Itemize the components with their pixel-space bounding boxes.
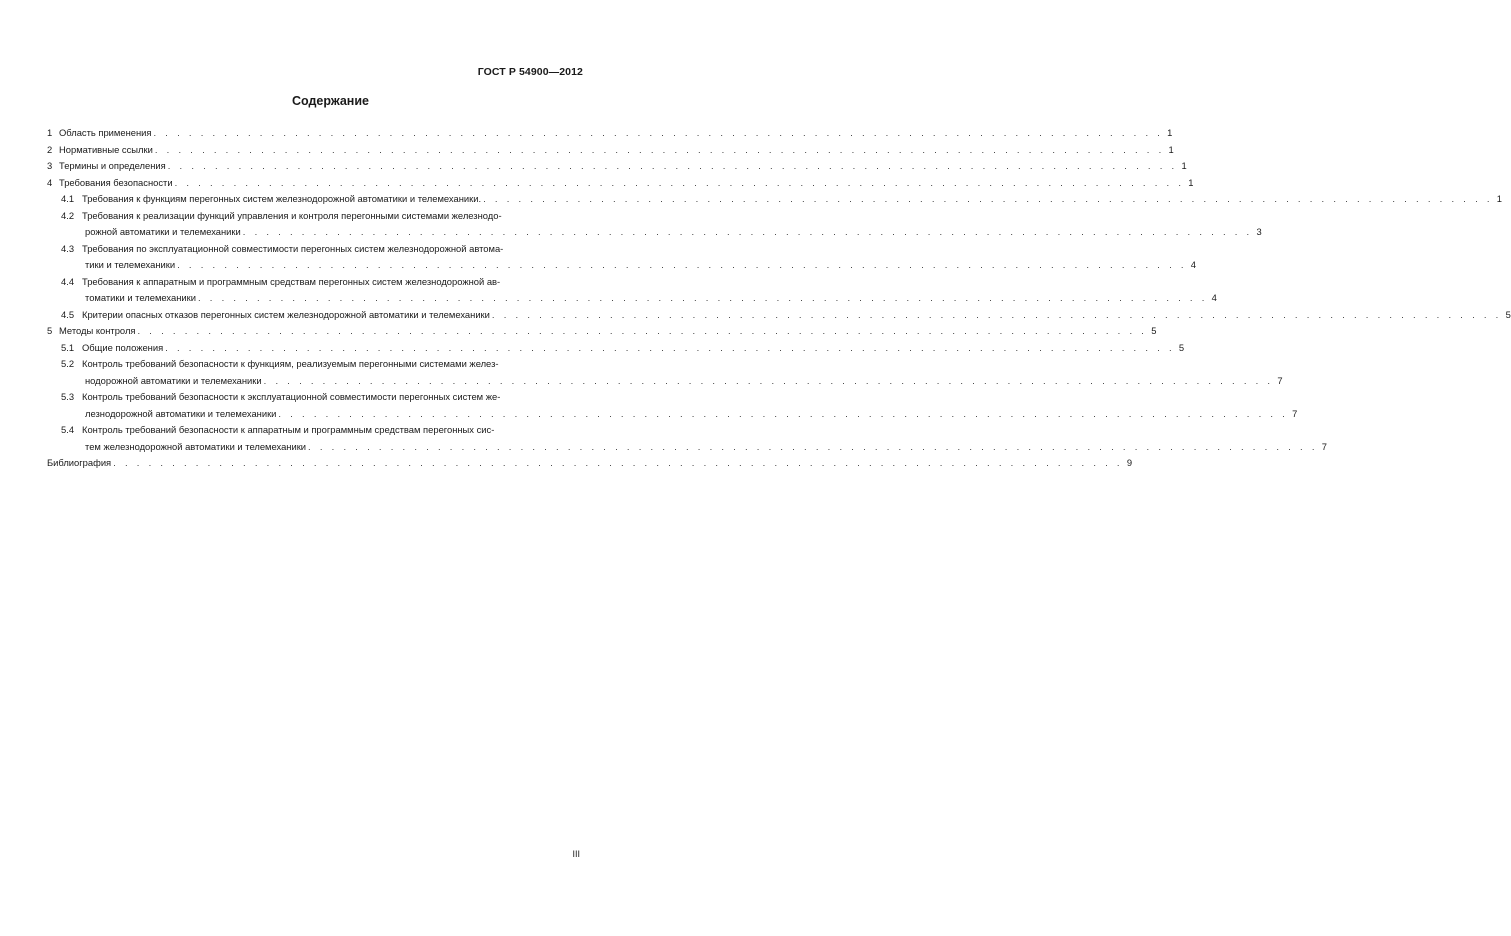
toc-leader-dots: . . . . . . . . . . . . . . . . . . . . . . . . . . . . . . . . . . . . . . . . . . . . . . . . . . . . . . . . . . . . . . . . . . . . . . . . . . . . . . . . . . . . . . [174, 176, 1185, 188]
page-number: III [572, 849, 580, 859]
toc-entry-title: Требования к реализации функций управления и контроля перегонными системами железнодо- [82, 209, 502, 221]
toc-entry-line [47, 142, 1174, 159]
toc-entry[interactable] [47, 208, 1262, 241]
toc-entry-line [61, 257, 1197, 274]
toc-leader-dots: . . . . . . . . . . . . . . . . . . . . . . . . . . . . . . . . . . . . . . . . . . . . . . . . . . . . . . . . . . . . . . . . . . . . . . . . . . . . . . . . . . . . . . [153, 127, 1164, 138]
table-of-contents [47, 125, 1511, 472]
toc-entry[interactable] [47, 323, 1157, 340]
toc-leader-dots: . . . . . . . . . . . . . . . . . . . . . . . . . . . . . . . . . . . . . . . . . . . . . . . . . . . . . . . . . . . . . . . . . . . . . . . . . . . . . . . . . . . . . . [197, 292, 1208, 303]
toc-entry-line [61, 191, 1503, 208]
toc-page-number: 1 [1181, 160, 1187, 171]
toc-entry-line [47, 158, 1187, 175]
toc-page-number: 5 [1151, 325, 1157, 336]
toc-entry-number: 4.5 [61, 308, 75, 320]
toc-entry-line [61, 389, 583, 406]
toc-entry-line [61, 241, 583, 258]
toc-leader-dots: . . . . . . . . . . . . . . . . . . . . . . . . . . . . . . . . . . . . . . . . . . . . . . . . . . . . . . . . . . . . . . . . . . . . . . . . . . . . . . . . . . . . . . [491, 308, 1502, 320]
toc-entry-line [61, 208, 583, 225]
toc-leader-dots: . . . . . . . . . . . . . . . . . . . . . . . . . . . . . . . . . . . . . . . . . . . . . . . . . . . . . . . . . . . . . . . . . . . . . . . . . . . . . . . . . . . . . . [483, 193, 1493, 204]
toc-leader-dots: . . . . . . . . . . . . . . . . . . . . . . . . . . . . . . . . . . . . . . . . . . . . . . . . . . . . . . . . . . . . . . . . . . . . . . . . . . . . . . . . . . . . . . [242, 226, 1253, 237]
toc-entry-title: Критерии опасных отказов перегонных систем железнодорожной автоматики и телемеханики [82, 308, 490, 320]
toc-leader-dots: . . . . . . . . . . . . . . . . . . . . . . . . . . . . . . . . . . . . . . . . . . . . . . . . . . . . . . . . . . . . . . . . . . . . . . . . . . . . . . . . . . . . . . [308, 440, 1318, 452]
toc-leader-dots: . . . . . . . . . . . . . . . . . . . . . . . . . . . . . . . . . . . . . . . . . . . . . . . . . . . . . . . . . . . . . . . . . . . . . . . . . . . . . . . . . . . . . . [263, 374, 1274, 386]
toc-entry-line [61, 406, 1298, 423]
toc-entry-title: Контроль требований безопасности к аппаратным и программным средствам перегонных сис- [82, 424, 495, 435]
toc-entry-line [61, 422, 583, 439]
toc-entry-line [47, 125, 1173, 142]
toc-page-number: 5 [1178, 341, 1185, 353]
toc-entry-title: Требования по эксплуатационной совместимости перегонных систем железнодорожной автома- [82, 242, 504, 254]
toc-entry-number: 5.3 [61, 391, 75, 402]
toc-page-number: 3 [1256, 226, 1262, 237]
toc-leader-dots: . . . . . . . . . . . . . . . . . . . . . . . . . . . . . . . . . . . . . . . . . . . . . . . . . . . . . . . . . . . . . . . . . . . . . . . . . . . . . . . . . . . . . . [137, 325, 1148, 336]
toc-page-number: 9 [1126, 457, 1133, 468]
toc-entry-number: 4.2 [61, 209, 75, 221]
toc-entry[interactable] [47, 455, 1133, 472]
page-title: Содержание [291, 94, 369, 108]
toc-entry-line [61, 340, 1185, 357]
toc-entry-line [61, 290, 1217, 307]
toc-entry-title: тики и телемеханики [85, 259, 176, 270]
toc-page-number: 1 [1496, 193, 1503, 204]
toc-entry-title: Термины и определения [59, 160, 166, 171]
toc-entry-title: Библиография [47, 457, 112, 468]
toc-entry[interactable] [47, 422, 1327, 455]
toc-page-number: 5 [1505, 308, 1511, 320]
toc-page-number: 1 [1188, 176, 1194, 188]
toc-entry-number: 4.1 [61, 193, 75, 204]
toc-leader-dots: . . . . . . . . . . . . . . . . . . . . . . . . . . . . . . . . . . . . . . . . . . . . . . . . . . . . . . . . . . . . . . . . . . . . . . . . . . . . . . . . . . . . . . [167, 160, 1178, 171]
toc-entry-title: Контроль требований безопасности к эксплуатационной совместимости перегонных систем же- [82, 391, 501, 402]
toc-entry-line [61, 307, 1511, 324]
toc-entry-line [61, 356, 583, 373]
toc-entry[interactable] [47, 356, 1283, 389]
toc-entry-title: томатики и телемеханики [85, 292, 196, 303]
toc-entry-line [61, 224, 1262, 241]
toc-page-number: 1 [1167, 127, 1173, 138]
toc-leader-dots: . . . . . . . . . . . . . . . . . . . . . . . . . . . . . . . . . . . . . . . . . . . . . . . . . . . . . . . . . . . . . . . . . . . . . . . . . . . . . . . . . . . . . . [113, 457, 1123, 468]
toc-entry-line [61, 373, 1283, 390]
toc-entry-title: Требования к аппаратным и программным средствам перегонных систем железнодорожной ав- [82, 275, 501, 287]
toc-entry-number: 4.4 [61, 275, 75, 287]
toc-entry-number: 1 [47, 127, 53, 138]
toc-entry-number: 2 [47, 143, 53, 155]
toc-leader-dots: . . . . . . . . . . . . . . . . . . . . . . . . . . . . . . . . . . . . . . . . . . . . . . . . . . . . . . . . . . . . . . . . . . . . . . . . . . . . . . . . . . . . . . [278, 407, 1289, 419]
toc-page-number: 7 [1292, 407, 1298, 419]
toc-entry-line [47, 323, 1157, 340]
toc-entry[interactable] [47, 158, 1187, 175]
toc-entry-line [47, 175, 1194, 192]
toc-entry[interactable] [47, 191, 1503, 208]
toc-entry[interactable] [47, 307, 1511, 324]
toc-entry-line [61, 439, 1327, 456]
toc-entry[interactable] [47, 125, 1173, 142]
toc-leader-dots: . . . . . . . . . . . . . . . . . . . . . . . . . . . . . . . . . . . . . . . . . . . . . . . . . . . . . . . . . . . . . . . . . . . . . . . . . . . . . . . . . . . . . . [154, 143, 1165, 155]
toc-entry-title: Требования безопасности [59, 176, 173, 188]
toc-entry-number: 4 [47, 176, 53, 188]
toc-entry[interactable] [47, 241, 1197, 274]
toc-entry-line [61, 274, 583, 291]
toc-leader-dots: . . . . . . . . . . . . . . . . . . . . . . . . . . . . . . . . . . . . . . . . . . . . . . . . . . . . . . . . . . . . . . . . . . . . . . . . . . . . . . . . . . . . . . [177, 259, 1187, 270]
toc-entry-number: 3 [47, 160, 53, 171]
toc-entry[interactable] [47, 389, 1298, 422]
toc-page-number: 4 [1190, 259, 1197, 270]
toc-entry[interactable] [47, 340, 1185, 357]
toc-entry-number: 5.4 [61, 424, 75, 435]
toc-leader-dots: . . . . . . . . . . . . . . . . . . . . . . . . . . . . . . . . . . . . . . . . . . . . . . . . . . . . . . . . . . . . . . . . . . . . . . . . . . . . . . . . . . . . . . [165, 341, 1175, 353]
toc-entry-title: Требования к функциям перегонных систем железнодорожной автоматики и телемеханики. [82, 193, 482, 204]
toc-entry-title: рожной автоматики и телемеханики [85, 226, 241, 237]
toc-entry-title: Нормативные ссылки [59, 143, 153, 155]
toc-entry-number: 5.2 [61, 358, 75, 369]
toc-entry-title: нодорожной автоматики и телемеханики [85, 374, 262, 386]
toc-page-number: 7 [1277, 374, 1283, 386]
toc-entry-number: 4.3 [61, 242, 75, 254]
document-standard-number: ГОСТ Р 54900—2012 [477, 66, 583, 78]
toc-page-number: 1 [1168, 143, 1174, 155]
toc-entry[interactable] [47, 142, 1174, 159]
toc-page-number: 7 [1321, 440, 1327, 452]
toc-entry-number: 5 [47, 325, 53, 336]
toc-entry-line [47, 455, 1133, 472]
toc-entry[interactable] [47, 175, 1194, 192]
toc-entry-title: тем железнодорожной автоматики и телемеханики [85, 440, 307, 452]
toc-entry-title: Общие положения [82, 341, 164, 353]
toc-entry-title: Методы контроля [59, 325, 136, 336]
toc-entry[interactable] [47, 274, 1217, 307]
toc-page-number: 4 [1211, 292, 1217, 303]
toc-entry-title: Контроль требований безопасности к функциям, реализуемым перегонными системами желез- [82, 358, 499, 369]
toc-entry-number: 5.1 [61, 341, 75, 353]
toc-entry-title: Область применения [59, 127, 152, 138]
toc-entry-title: лезнодорожной автоматики и телемеханики [85, 407, 277, 419]
